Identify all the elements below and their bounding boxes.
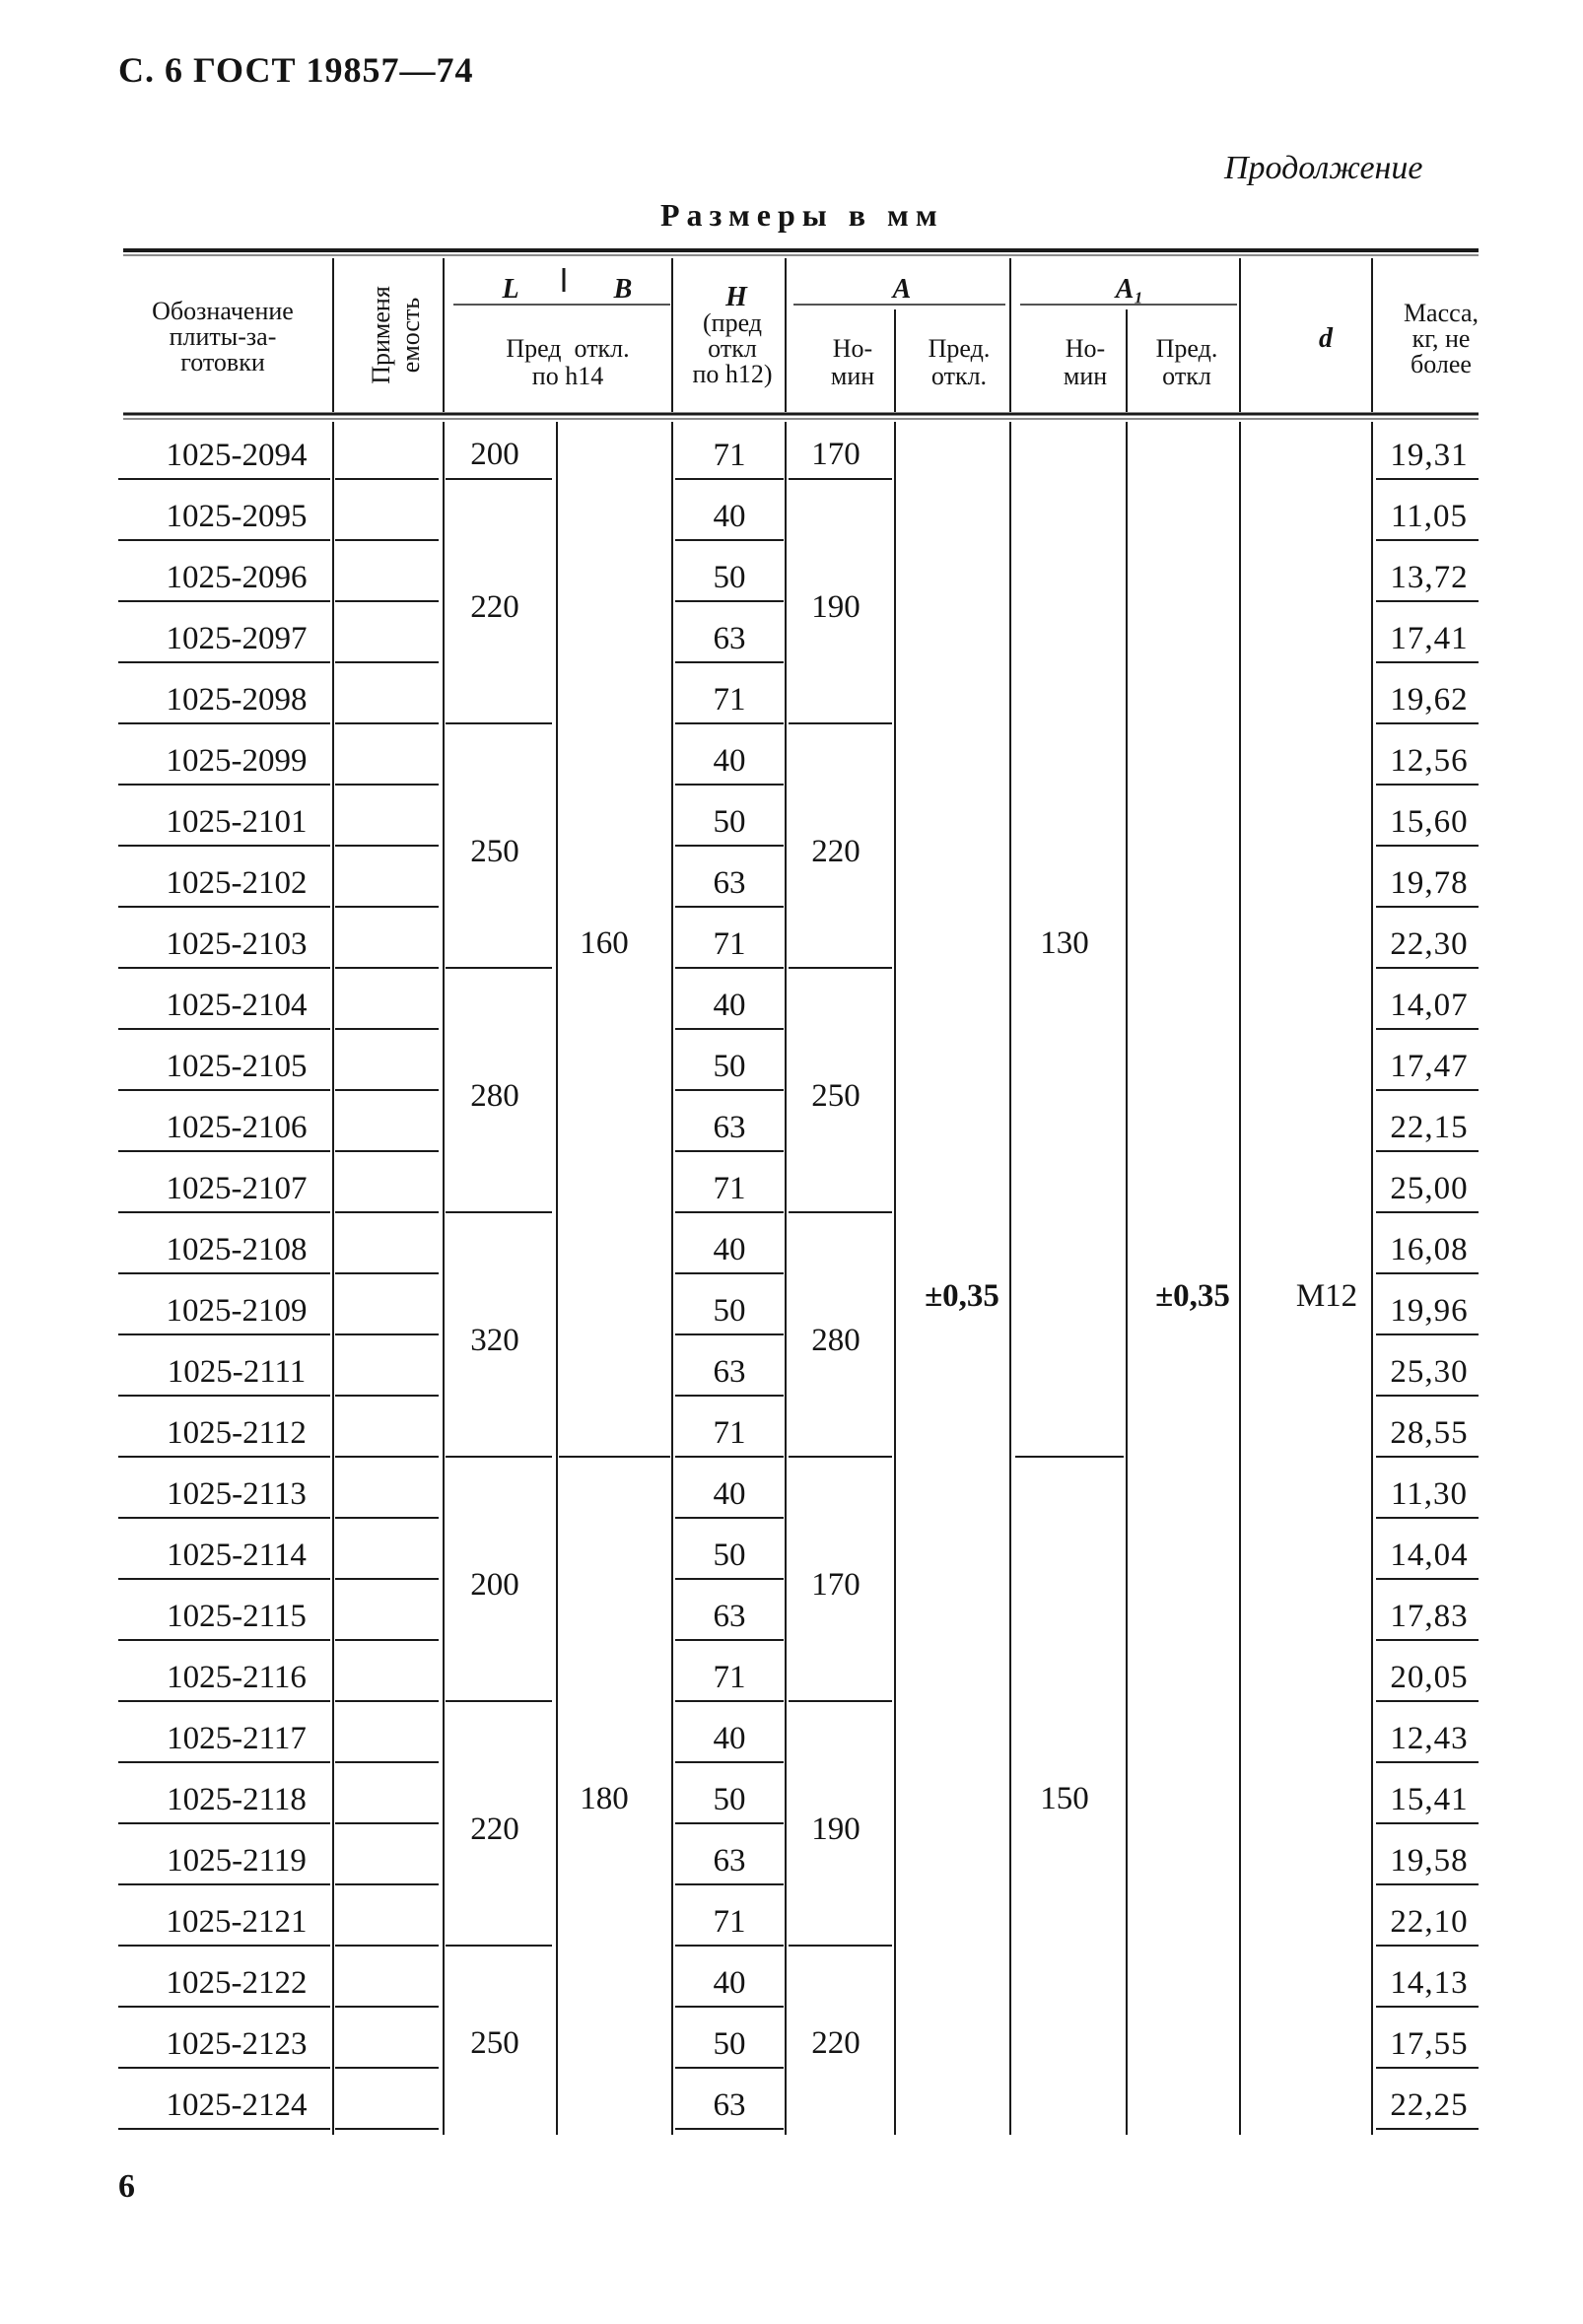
mass-value: 19,78 bbox=[1390, 865, 1469, 901]
code-1025-2109: 1025-2109 bbox=[166, 1293, 308, 1329]
A-value: 220 bbox=[811, 834, 860, 869]
code-1025-2119: 1025-2119 bbox=[167, 1843, 307, 1879]
mass-value: 22,30 bbox=[1390, 926, 1469, 962]
H-value: 63 bbox=[713, 1354, 746, 1390]
code-1025-2106: 1025-2106 bbox=[166, 1110, 308, 1145]
header-A-nom-2: мин bbox=[830, 362, 875, 390]
H-value: 63 bbox=[713, 1110, 746, 1145]
code-1025-2102: 1025-2102 bbox=[166, 865, 308, 901]
header-A-tol-1: Пред. bbox=[928, 334, 991, 363]
header-L: L bbox=[502, 274, 519, 305]
page-number: 6 bbox=[118, 2168, 135, 2205]
H-value: 50 bbox=[713, 2026, 746, 2062]
code-1025-2113: 1025-2113 bbox=[167, 1476, 307, 1512]
header-mass-1: Масса, bbox=[1403, 299, 1480, 327]
mass-value: 17,41 bbox=[1390, 621, 1469, 656]
mass-value: 14,07 bbox=[1390, 988, 1469, 1023]
mass-value: 17,83 bbox=[1390, 1599, 1469, 1634]
code-1025-2111: 1025-2111 bbox=[167, 1354, 307, 1390]
H-value: 63 bbox=[713, 2087, 746, 2123]
B-value: 180 bbox=[580, 1781, 629, 1816]
code-1025-2095: 1025-2095 bbox=[166, 499, 308, 534]
header-H-tol-2: откл bbox=[708, 334, 757, 363]
H-value: 63 bbox=[713, 621, 746, 656]
A-tolerance: ±0,35 bbox=[925, 1278, 999, 1314]
H-value: 40 bbox=[713, 743, 746, 779]
H-value: 40 bbox=[713, 499, 746, 534]
mass-value: 15,41 bbox=[1390, 1782, 1469, 1817]
mass-value: 19,62 bbox=[1390, 682, 1469, 718]
H-value: 50 bbox=[713, 804, 746, 840]
mass-value: 11,30 bbox=[1390, 1476, 1469, 1512]
code-1025-2094: 1025-2094 bbox=[166, 438, 308, 473]
header-H: H bbox=[725, 282, 747, 312]
code-1025-2117: 1025-2117 bbox=[167, 1721, 307, 1756]
header-A1-tol-2: откл bbox=[1162, 362, 1211, 390]
running-header: С. 6 ГОСТ 19857—74 bbox=[118, 50, 474, 90]
header-application-2: емость bbox=[396, 297, 425, 374]
header-LB-tol-2: по h14 bbox=[531, 362, 604, 390]
H-value: 71 bbox=[713, 1904, 746, 1940]
code-1025-2116: 1025-2116 bbox=[167, 1660, 307, 1695]
H-value: 50 bbox=[713, 1782, 746, 1817]
L-value: 280 bbox=[470, 1078, 519, 1114]
H-value: 63 bbox=[713, 1843, 746, 1879]
table-body bbox=[167, 437, 1469, 2123]
table-rules bbox=[118, 250, 1479, 2135]
mass-value: 14,04 bbox=[1390, 1538, 1469, 1573]
thread-d: M12 bbox=[1295, 1278, 1358, 1314]
mass-value: 17,47 bbox=[1390, 1049, 1469, 1084]
table-header bbox=[152, 274, 1479, 390]
A-value: 170 bbox=[811, 437, 860, 472]
code-1025-2099: 1025-2099 bbox=[166, 743, 308, 779]
L-value: 200 bbox=[470, 1567, 519, 1603]
mass-value: 12,56 bbox=[1390, 743, 1469, 779]
mass-value: 20,05 bbox=[1390, 1660, 1469, 1695]
A-value: 280 bbox=[811, 1323, 860, 1358]
header-LB-tol-1: Пред откл. bbox=[506, 334, 630, 363]
header-A1-tol-1: Пред. bbox=[1155, 334, 1218, 363]
mass-value: 19,58 bbox=[1390, 1843, 1469, 1879]
A1-value: 130 bbox=[1040, 925, 1089, 961]
H-value: 40 bbox=[713, 1721, 746, 1756]
header-mass-2: кг, не bbox=[1411, 324, 1471, 353]
code-1025-2112: 1025-2112 bbox=[167, 1415, 307, 1451]
mass-value: 22,10 bbox=[1390, 1904, 1469, 1940]
H-value: 40 bbox=[713, 1232, 746, 1267]
code-1025-2105: 1025-2105 bbox=[166, 1049, 308, 1084]
code-1025-2103: 1025-2103 bbox=[166, 926, 308, 962]
A-value: 170 bbox=[811, 1567, 860, 1603]
A1-value: 150 bbox=[1040, 1781, 1089, 1816]
mass-value: 12,43 bbox=[1390, 1721, 1469, 1756]
code-1025-2096: 1025-2096 bbox=[166, 560, 308, 595]
A1-tolerance: ±0,35 bbox=[1155, 1278, 1230, 1314]
units-caption: Размеры в мм bbox=[660, 197, 944, 233]
A-value: 190 bbox=[811, 1811, 860, 1847]
B-value: 160 bbox=[580, 925, 629, 961]
H-value: 63 bbox=[713, 1599, 746, 1634]
header-designation-1: Обозначение bbox=[152, 297, 294, 325]
code-1025-2108: 1025-2108 bbox=[166, 1232, 308, 1267]
header-H-tol-1: (пред bbox=[703, 308, 762, 337]
L-value: 220 bbox=[470, 589, 519, 625]
L-value: 250 bbox=[470, 834, 519, 869]
code-1025-2107: 1025-2107 bbox=[166, 1171, 308, 1206]
code-1025-2122: 1025-2122 bbox=[166, 1965, 308, 2001]
A-value: 220 bbox=[811, 2025, 860, 2061]
header-H-tol-3: по h12) bbox=[692, 360, 773, 388]
H-value: 50 bbox=[713, 1293, 746, 1329]
H-value: 71 bbox=[713, 438, 746, 473]
mass-value: 22,25 bbox=[1390, 2087, 1469, 2123]
L-value: 200 bbox=[470, 437, 519, 472]
header-d: d bbox=[1319, 323, 1333, 354]
H-value: 71 bbox=[713, 1171, 746, 1206]
H-value: 40 bbox=[713, 1476, 746, 1512]
H-value: 40 bbox=[713, 988, 746, 1023]
H-value: 63 bbox=[713, 865, 746, 901]
H-value: 71 bbox=[713, 1415, 746, 1451]
mass-value: 17,55 bbox=[1390, 2026, 1469, 2062]
L-value: 220 bbox=[470, 1811, 519, 1847]
code-1025-2104: 1025-2104 bbox=[166, 988, 308, 1023]
mass-value: 19,96 bbox=[1390, 1293, 1469, 1329]
H-value: 40 bbox=[713, 1965, 746, 2001]
code-1025-2097: 1025-2097 bbox=[166, 621, 308, 656]
A-value: 250 bbox=[811, 1078, 860, 1114]
header-A1-nom-1: Но- bbox=[1065, 334, 1106, 363]
A-value: 190 bbox=[811, 589, 860, 625]
continuation-label: Продолжение bbox=[1224, 150, 1423, 186]
mass-value: 25,30 bbox=[1390, 1354, 1469, 1390]
H-value: 50 bbox=[713, 560, 746, 595]
mass-value: 11,05 bbox=[1390, 499, 1469, 534]
L-value: 250 bbox=[470, 2025, 519, 2061]
header-A-nom-1: Но- bbox=[832, 334, 873, 363]
code-1025-2118: 1025-2118 bbox=[167, 1782, 307, 1817]
header-A1-nom-2: мин bbox=[1063, 362, 1108, 390]
header-designation-3: готовки bbox=[180, 348, 265, 376]
code-1025-2115: 1025-2115 bbox=[167, 1599, 307, 1634]
mass-value: 13,72 bbox=[1390, 560, 1469, 595]
code-1025-2121: 1025-2121 bbox=[166, 1904, 308, 1940]
header-A: A bbox=[892, 274, 912, 305]
mass-value: 22,15 bbox=[1390, 1110, 1469, 1145]
mass-value: 25,00 bbox=[1390, 1171, 1469, 1206]
mass-value: 15,60 bbox=[1390, 804, 1469, 840]
H-value: 71 bbox=[713, 682, 746, 718]
code-1025-2123: 1025-2123 bbox=[166, 2026, 308, 2062]
code-1025-2114: 1025-2114 bbox=[167, 1538, 307, 1573]
header-B: B bbox=[613, 274, 633, 305]
mass-value: 16,08 bbox=[1390, 1232, 1469, 1267]
header-A-tol-2: откл. bbox=[930, 362, 988, 390]
header-application-1: Применя bbox=[367, 286, 395, 384]
H-value: 71 bbox=[713, 1660, 746, 1695]
code-1025-2124: 1025-2124 bbox=[166, 2087, 308, 2123]
mass-value: 14,13 bbox=[1390, 1965, 1469, 2001]
H-value: 50 bbox=[713, 1049, 746, 1084]
H-value: 71 bbox=[713, 926, 746, 962]
mass-value: 19,31 bbox=[1390, 438, 1469, 473]
header-mass-3: более bbox=[1411, 350, 1472, 378]
code-1025-2101: 1025-2101 bbox=[166, 804, 308, 840]
header-A1: A₁ bbox=[1115, 274, 1144, 305]
H-value: 50 bbox=[713, 1538, 746, 1573]
header-designation-2: плиты-за- bbox=[169, 322, 277, 351]
mass-value: 28,55 bbox=[1390, 1415, 1469, 1451]
L-value: 320 bbox=[470, 1323, 519, 1358]
code-1025-2098: 1025-2098 bbox=[166, 682, 308, 718]
